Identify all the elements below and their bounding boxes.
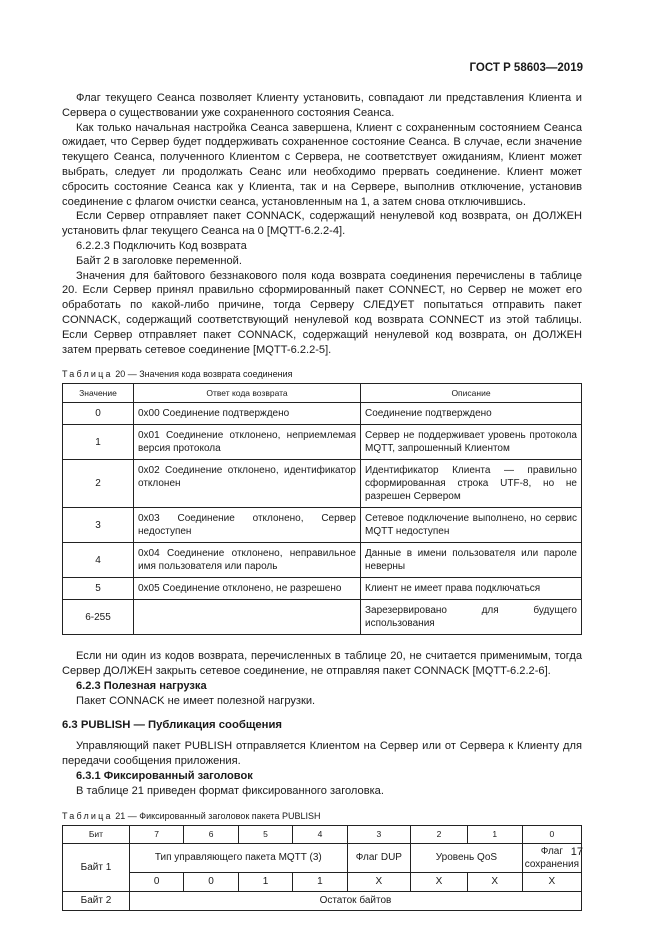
table-cell: Идентификатор Клиента — правильно сформированная строка UTF-8, но не разрешен Сервером bbox=[361, 460, 582, 508]
paragraph: Если ни один из кодов возврата, перечисленных в таблице 20, не считается применимым, тогда Сервер ДОЛЖЕН закрыть сетевое соединение, не отправляя пакет CONNACK [MQTT-6.2.2-6]. bbox=[62, 650, 582, 678]
table-cell: Соединение подтверждено bbox=[361, 403, 582, 425]
table-cell: Сервер не поддерживает уровень протокола MQTT, запрошенный Клиентом bbox=[361, 425, 582, 460]
table-cell: 5 bbox=[63, 578, 134, 600]
column-header: 6 bbox=[184, 825, 238, 843]
table-cell: Зарезервировано для будущего использования bbox=[361, 600, 582, 635]
column-header: 1 bbox=[467, 825, 522, 843]
paragraph: Как только начальная настройка Сеанса завершена, Клиент с сохраненным состоянием Сеанса ожидает, что Сервер будет поддерживать сохраненное состояние Сеанса. В случае, если значение текущего Сеанса, полученного Клиентом с Сервера, не соответствует ожиданиям, Клиент может выбрать, следует ли продолжать Сеанс или необходимо прервать соединение. Клиент может сбросить состояние Сеанса как у Клиента, так и на Сервере, выполнив отключение, установив соединение с флагом очистки сеанса, установленным на 1, а затем снова отключившись. bbox=[62, 121, 582, 208]
table-row bbox=[63, 843, 582, 872]
column-header: Ответ кода возврата bbox=[134, 384, 361, 403]
caption-text: 20 — Значения кода возврата соединения bbox=[115, 369, 293, 380]
section-heading: 6.3.1 Фиксированный заголовок bbox=[76, 769, 253, 782]
caption-prefix: Таблица bbox=[62, 810, 113, 821]
bit-cell: 1 bbox=[238, 872, 292, 891]
bit-cell: X bbox=[347, 872, 410, 891]
table-row bbox=[63, 891, 582, 910]
table-cell: 0 bbox=[63, 403, 134, 425]
bit-cell: 1 bbox=[293, 872, 347, 891]
table-caption bbox=[62, 369, 582, 379]
return-code-table bbox=[62, 383, 582, 635]
publish-header-table bbox=[62, 825, 582, 911]
table-cell: Остаток байтов bbox=[129, 891, 581, 910]
table-cell: Тип управляющего пакета MQTT (3) bbox=[129, 843, 347, 872]
table-cell: Флаг DUP bbox=[347, 843, 410, 872]
paragraph: Если Сервер отправляет пакет CONNACK, содержащий ненулевой код возврата, он ДОЛЖЕН установить флаг текущего Сеанса на 0 [MQTT-6.2.2-4]. bbox=[62, 210, 582, 238]
table-row bbox=[63, 460, 582, 508]
column-header: 3 bbox=[347, 825, 410, 843]
table-row bbox=[63, 543, 582, 578]
table-row bbox=[63, 578, 582, 600]
table-cell: Данные в имени пользователя или пароле неверны bbox=[361, 543, 582, 578]
table-cell: 0x00 Соединение подтверждено bbox=[134, 403, 361, 425]
paragraph: Значения для байтового беззнакового поля кода возврата соединения перечислены в таблице 20. Если Сервер принял правильно сформированный пакет CONNECT, но Сервер не может его обработать по какой-либо причине, тогда Серверу СЛЕДУЕТ попытаться отправить пакет CONNACK, содержащий соответствующий ненулевой код возврата CONNECT из этой таблицы. Если Сервер отправляет пакет CONNACK, содержащий ненулевой код возврата, он ДОЛЖЕН затем прервать сетевое соединение [MQTT-6.2.2-5]. bbox=[62, 269, 582, 356]
table-cell: 0x04 Соединение отклонено, неправильное имя пользователя или пароль bbox=[134, 543, 361, 578]
table-row bbox=[63, 403, 582, 425]
table-cell: 0x02 Соединение отклонено, идентификатор отклонен bbox=[134, 460, 361, 508]
table-cell: 6-255 bbox=[63, 600, 134, 635]
table-row bbox=[63, 508, 582, 543]
document-header: ГОСТ Р 58603—2019 bbox=[469, 62, 583, 74]
column-header: 5 bbox=[238, 825, 292, 843]
table-cell bbox=[134, 600, 361, 635]
table-cell: 2 bbox=[63, 460, 134, 508]
column-header: 4 bbox=[293, 825, 347, 843]
bit-cell: X bbox=[411, 872, 468, 891]
table-cell: 3 bbox=[63, 508, 134, 543]
bit-cell: 0 bbox=[184, 872, 238, 891]
section-heading: 6.3 PUBLISH — Публикация сообщения bbox=[62, 718, 283, 731]
paragraph: В таблице 21 приведен формат фиксированного заголовка. bbox=[76, 784, 384, 797]
page-number: 17 bbox=[570, 846, 583, 858]
column-header: Описание bbox=[361, 384, 582, 403]
row-label: Байт 1 bbox=[63, 843, 130, 891]
table-row bbox=[63, 600, 582, 635]
section-heading: 6.2.3 Полезная нагрузка bbox=[76, 679, 207, 692]
subsection-heading: 6.2.2.3 Подключить Код возврата bbox=[76, 239, 247, 252]
bit-cell: X bbox=[467, 872, 522, 891]
table-header-row bbox=[63, 825, 582, 843]
table-row bbox=[63, 425, 582, 460]
paragraph: Пакет CONNACK не имеет полезной нагрузки. bbox=[76, 694, 316, 707]
bit-cell: 0 bbox=[129, 872, 183, 891]
row-label: Байт 2 bbox=[63, 891, 130, 910]
table-header-row bbox=[63, 384, 582, 403]
column-header: Бит bbox=[63, 825, 130, 843]
column-header: 7 bbox=[129, 825, 183, 843]
table-cell: 0x01 Соединение отклонено, неприемлемая версия протокола bbox=[134, 425, 361, 460]
paragraph: Флаг текущего Сеанса позволяет Клиенту установить, совпадают ли представления Клиента и Сервера о существовании уже сохраненного состояния Сеанса. bbox=[62, 92, 582, 119]
table-cell: Клиент не имеет права подключаться bbox=[361, 578, 582, 600]
table-row bbox=[63, 872, 582, 891]
table-cell: Уровень QoS bbox=[411, 843, 523, 872]
column-header: Значение bbox=[63, 384, 134, 403]
column-header: 0 bbox=[522, 825, 581, 843]
bit-cell: X bbox=[522, 872, 581, 891]
page-content bbox=[62, 91, 582, 911]
table-cell: Флаг сохранения bbox=[522, 843, 581, 872]
paragraph: Управляющий пакет PUBLISH отправляется Клиентом на Сервер или от Сервера к Клиенту для передачи сообщения приложения. bbox=[62, 740, 582, 768]
caption-text: 21 — Фиксированный заголовок пакета PUBLISH bbox=[115, 810, 321, 821]
table-cell: 0x05 Соединение отклонено, не разрешено bbox=[134, 578, 361, 600]
table-cell: 4 bbox=[63, 543, 134, 578]
column-header: 2 bbox=[411, 825, 468, 843]
table-caption bbox=[62, 811, 582, 821]
table-cell: 0x03 Соединение отклонено, Сервер недоступен bbox=[134, 508, 361, 543]
table-cell: Сетевое подключение выполнено, но сервис MQTT недоступен bbox=[361, 508, 582, 543]
table-cell: 1 bbox=[63, 425, 134, 460]
caption-prefix: Таблица bbox=[62, 369, 113, 380]
paragraph: Байт 2 в заголовке переменной. bbox=[76, 254, 242, 267]
